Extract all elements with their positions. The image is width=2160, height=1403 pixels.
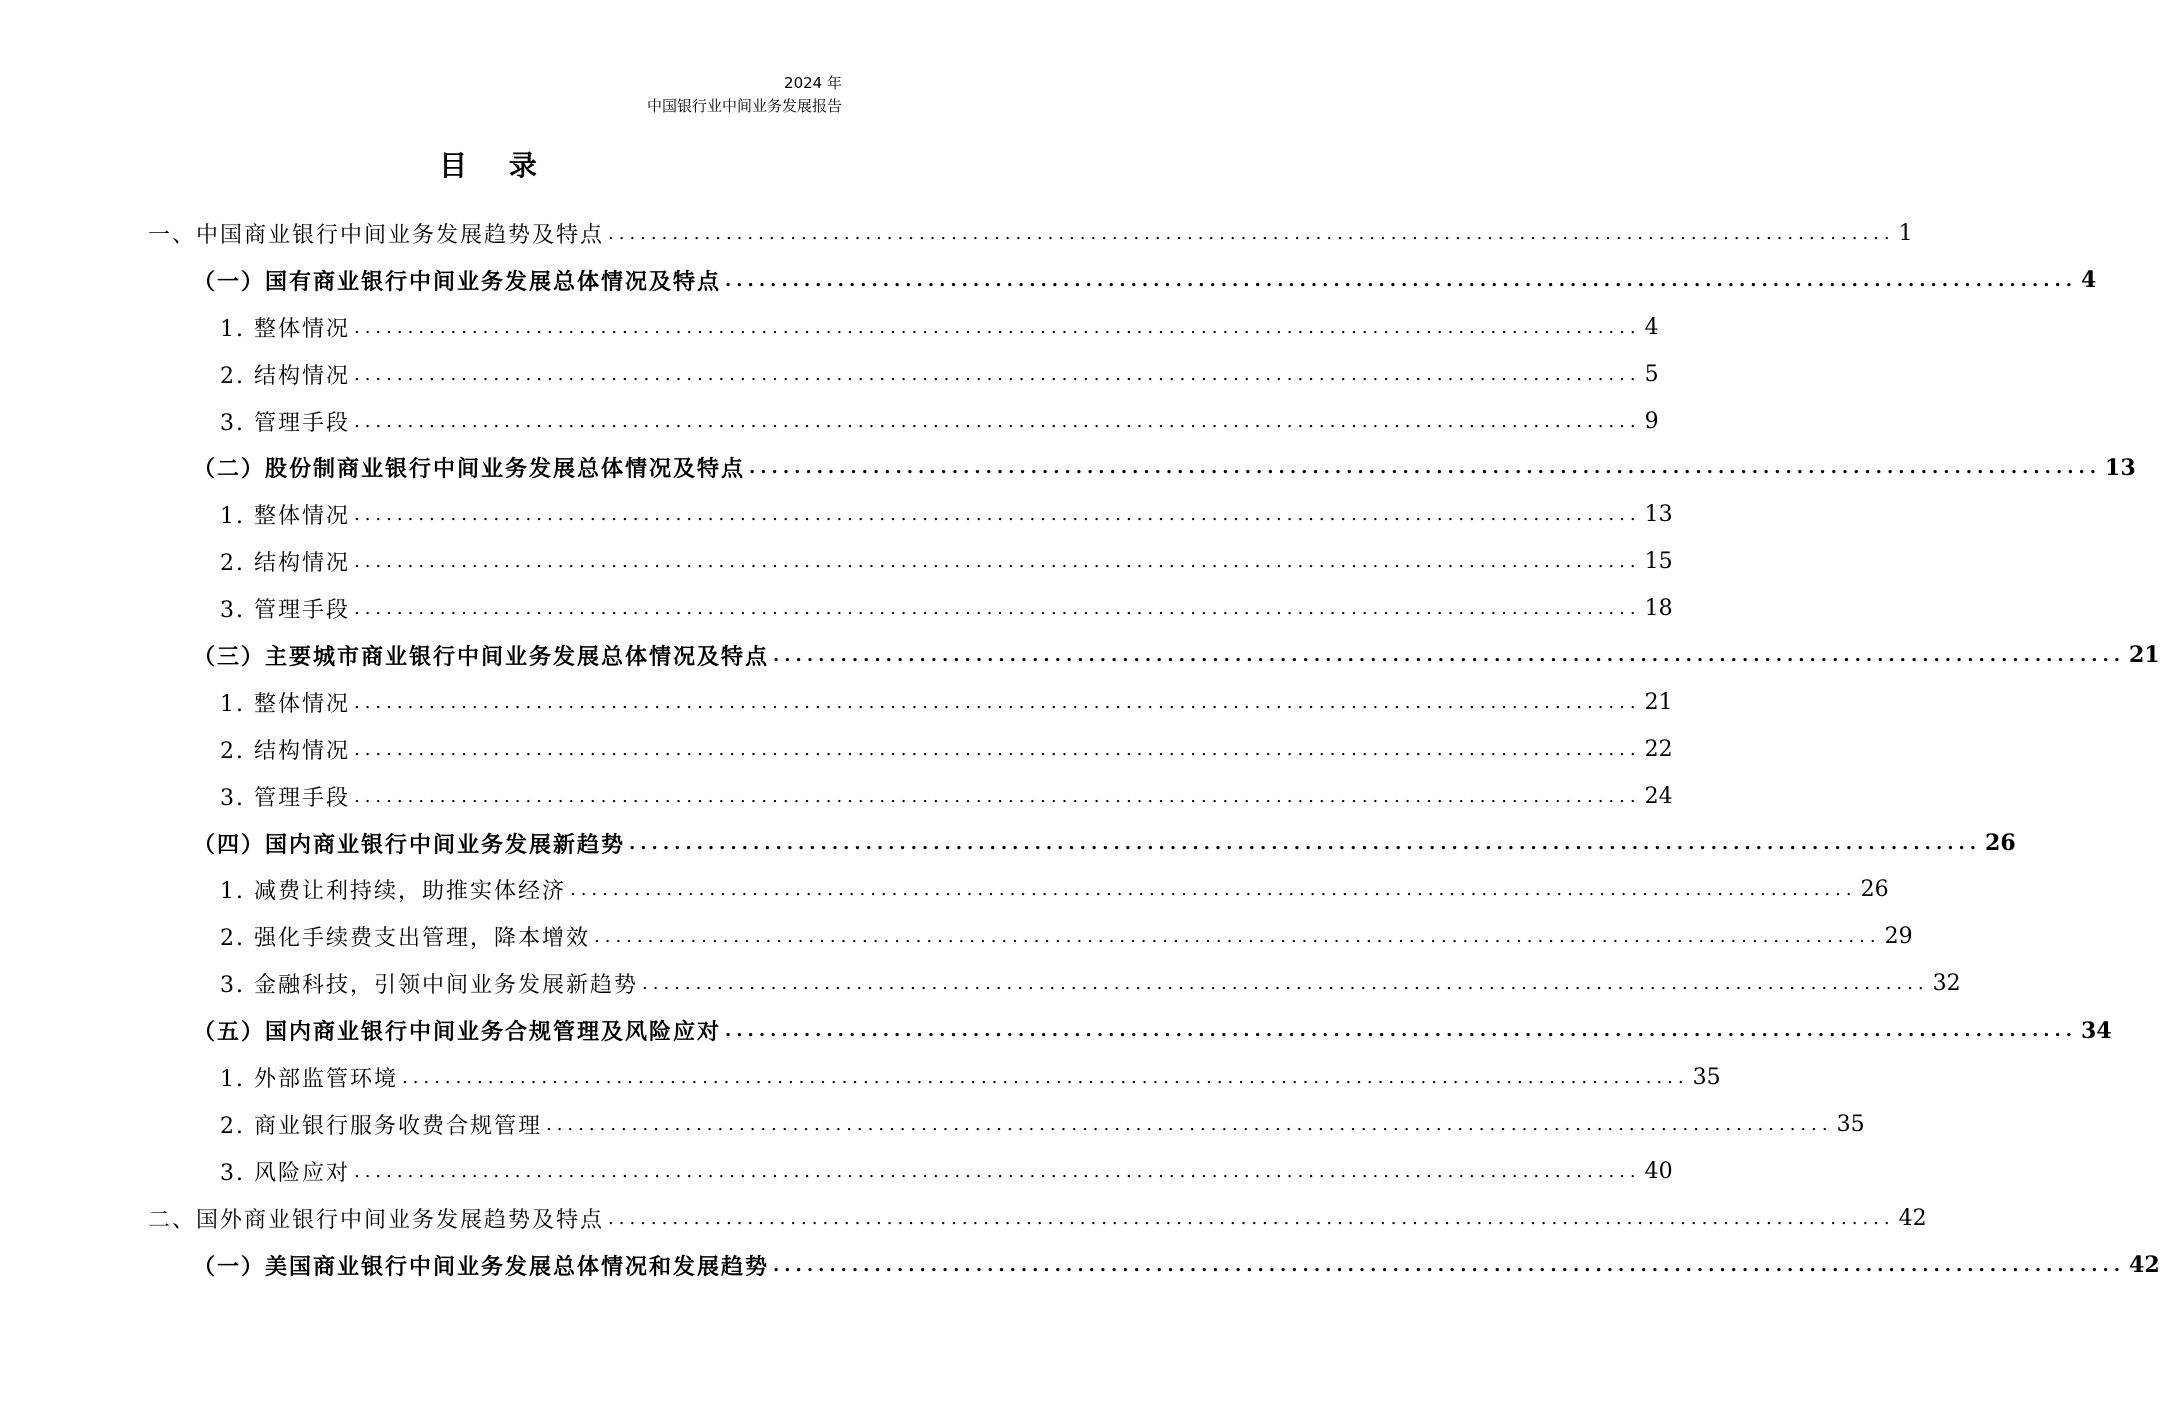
toc-leader-dots: ........................................................................................................................ xyxy=(353,363,1641,385)
toc-entry-page: 26 xyxy=(1860,877,1889,903)
toc-entry-label: （三）主要城市商业银行中间业务发展总体情况及特点 xyxy=(193,643,770,670)
toc-leader-dots: ........................................................................................................................ xyxy=(401,1066,1689,1088)
toc-entry-page: 22 xyxy=(1644,736,1673,762)
toc-entry-page: 5 xyxy=(1644,361,1659,387)
toc-entry-page: 13 xyxy=(1644,502,1673,528)
toc-entry-label: 1. 外部监管环境 xyxy=(220,1066,398,1092)
toc-entry-page: 35 xyxy=(1836,1111,1865,1137)
toc-entry[interactable] xyxy=(148,257,2097,304)
toc-entry-page: 26 xyxy=(1985,830,2016,857)
toc-leader-dots: ........................................................................................................................ xyxy=(608,222,1895,244)
toc-entry[interactable] xyxy=(148,866,1889,913)
toc-leader-dots: ........................................................................................................................ xyxy=(353,410,1641,432)
header-year: 2024 年 xyxy=(784,74,842,92)
toc-leader-dots: ........................................................................................................................ xyxy=(642,973,1929,995)
toc-leader-dots: ........................................................................................................................ xyxy=(773,644,2126,666)
toc-entry-page: 4 xyxy=(2081,267,2097,294)
toc-leader-dots: ........................................................................................................................ xyxy=(569,879,1857,901)
toc-entry[interactable] xyxy=(148,444,2136,491)
toc-entry-page: 32 xyxy=(1932,971,1961,997)
toc-entry[interactable] xyxy=(148,1195,1927,1242)
toc-entry-label: 2. 商业银行服务收费合规管理 xyxy=(220,1113,542,1139)
toc-leader-dots: ........................................................................................................................ xyxy=(353,785,1641,807)
toc-entry[interactable] xyxy=(148,1101,1865,1148)
toc-entry-page: 24 xyxy=(1644,783,1673,809)
toc-entry-label: 3. 管理手段 xyxy=(220,598,350,624)
toc-entry[interactable] xyxy=(148,1007,2112,1054)
toc-entry-label: （二）股份制商业银行中间业务发展总体情况及特点 xyxy=(193,456,746,483)
toc-entry-page: 42 xyxy=(2129,1252,2160,1279)
toc-entry-label: （四）国内商业银行中间业务发展新趋势 xyxy=(193,831,626,858)
toc-leader-dots: ........................................................................................................................ xyxy=(353,316,1641,338)
toc-entry-label: 1. 减费让利持续，助推实体经济 xyxy=(220,879,566,905)
toc-entry-page: 13 xyxy=(2105,454,2136,481)
toc-entry-page: 4 xyxy=(1644,314,1659,340)
toc-entry-label: 3. 管理手段 xyxy=(220,785,350,811)
toc-entry[interactable] xyxy=(148,679,1673,726)
toc-leader-dots: ........................................................................................................................ xyxy=(545,1113,1833,1135)
toc-entry-label: 1. 整体情况 xyxy=(220,504,350,530)
toc-entry[interactable] xyxy=(148,820,2016,867)
toc-entry[interactable] xyxy=(148,491,1673,538)
table-of-contents xyxy=(148,210,2160,1288)
toc-leader-dots: ........................................................................................................................ xyxy=(353,1160,1641,1182)
toc-entry[interactable] xyxy=(148,538,1673,585)
toc-leader-dots: ........................................................................................................................ xyxy=(629,832,1982,854)
toc-entry-page: 9 xyxy=(1644,408,1659,434)
toc-entry-label: 一、中国商业银行中间业务发展趋势及特点 xyxy=(148,222,605,248)
toc-entry-page: 40 xyxy=(1644,1158,1673,1184)
toc-entry-page: 35 xyxy=(1692,1064,1721,1090)
toc-entry-page: 21 xyxy=(1644,689,1673,715)
toc-entry[interactable] xyxy=(148,1242,2160,1289)
toc-entry[interactable] xyxy=(148,1148,1673,1195)
toc-entry[interactable] xyxy=(148,632,2160,679)
toc-entry-page: 18 xyxy=(1644,596,1673,622)
toc-title: 目 录 xyxy=(439,149,553,182)
toc-leader-dots: ........................................................................................................................ xyxy=(353,598,1641,620)
toc-leader-dots: ........................................................................................................................ xyxy=(749,457,2102,479)
toc-entry-label: 3. 金融科技，引领中间业务发展新趋势 xyxy=(220,973,638,999)
toc-leader-dots: ........................................................................................................................ xyxy=(725,269,2078,291)
toc-leader-dots: ........................................................................................................................ xyxy=(353,738,1641,760)
toc-entry-label: （一）美国商业银行中间业务发展总体情况和发展趋势 xyxy=(193,1253,770,1280)
toc-entry[interactable] xyxy=(148,585,1673,632)
toc-entry[interactable] xyxy=(148,1054,1721,1101)
toc-leader-dots: ........................................................................................................................ xyxy=(353,691,1641,713)
toc-entry[interactable] xyxy=(148,726,1673,773)
toc-entry[interactable] xyxy=(148,913,1913,960)
toc-entry-label: （一）国有商业银行中间业务发展总体情况及特点 xyxy=(193,268,722,295)
toc-entry-label: 2. 结构情况 xyxy=(220,363,350,389)
toc-entry-page: 1 xyxy=(1898,220,1913,246)
toc-entry[interactable] xyxy=(148,773,1673,820)
toc-entry-label: （五）国内商业银行中间业务合规管理及风险应对 xyxy=(193,1019,722,1046)
toc-leader-dots: ........................................................................................................................ xyxy=(353,551,1641,573)
toc-entry-page: 34 xyxy=(2081,1017,2112,1044)
toc-leader-dots: ........................................................................................................................ xyxy=(353,504,1641,526)
toc-entry[interactable] xyxy=(148,960,1961,1007)
toc-leader-dots: ........................................................................................................................ xyxy=(608,1207,1895,1229)
toc-entry-label: 3. 风险应对 xyxy=(220,1160,350,1186)
toc-leader-dots: ........................................................................................................................ xyxy=(725,1020,2078,1042)
toc-entry[interactable] xyxy=(148,210,1913,257)
header-report-title: 中国银行业中间业务发展报告 xyxy=(646,97,842,115)
toc-entry-label: 2. 结构情况 xyxy=(220,551,350,577)
toc-entry-label: 2. 结构情况 xyxy=(220,738,350,764)
toc-entry-label: 二、国外商业银行中间业务发展趋势及特点 xyxy=(148,1207,605,1233)
toc-entry[interactable] xyxy=(148,351,1659,398)
toc-entry-page: 29 xyxy=(1884,924,1913,950)
toc-entry[interactable] xyxy=(148,304,1659,351)
toc-entry-page: 21 xyxy=(2129,642,2160,669)
toc-entry-label: 2. 强化手续费支出管理，降本增效 xyxy=(220,926,590,952)
toc-leader-dots: ........................................................................................................................ xyxy=(773,1254,2126,1276)
toc-entry-page: 42 xyxy=(1898,1205,1927,1231)
toc-entry[interactable] xyxy=(148,398,1659,445)
page-header xyxy=(647,72,842,118)
toc-entry-label: 1. 整体情况 xyxy=(220,691,350,717)
toc-entry-label: 1. 整体情况 xyxy=(220,316,350,342)
toc-entry-label: 3. 管理手段 xyxy=(220,410,350,436)
toc-entry-page: 15 xyxy=(1644,549,1673,575)
toc-leader-dots: ........................................................................................................................ xyxy=(594,926,1881,948)
